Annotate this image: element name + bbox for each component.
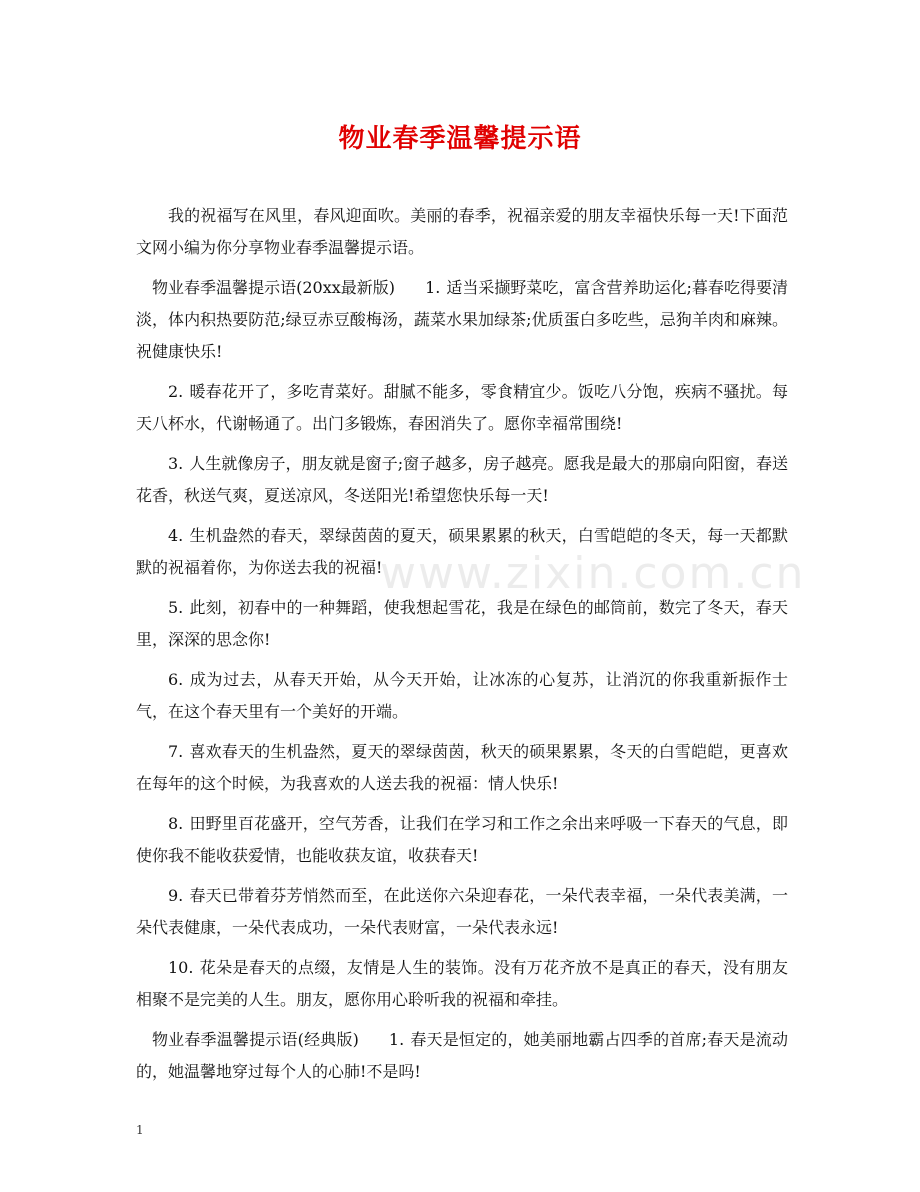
item-text: 适当采撷野菜吃，富含营养助运化;暮春吃得要清淡，体内积热要防范;绿豆赤豆酸梅汤，蔬菜水果加绿茶;优质蛋白多吃些，忌狗羊肉和麻辣。祝健康快乐! [136,278,788,361]
item-number: 4. [168,526,184,545]
item-number: 8. [168,814,184,833]
list-item [136,376,788,440]
item-text: 春天已带着芬芳悄然而至，在此送你六朵迎春花，一朵代表幸福，一朵代表美满，一朵代表健康，一朵代表成功，一朵代表财富，一朵代表永远! [136,886,788,937]
list-item [136,736,788,800]
item-text: 春天是恒定的，她美丽地霸占四季的首席;春天是流动的，她温馨地穿过每个人的心肺!不是吗! [136,1030,788,1081]
item-number: 5. [168,598,184,617]
document-title: 物业春季温馨提示语 [338,124,582,154]
list-item [136,664,788,728]
item-text: 成为过去，从春天开始，从今天开始，让冰冻的心复苏，让消沉的你我重新振作士气，在这个春天里有一个美好的开端。 [136,670,788,721]
item-number: 1. [388,1030,405,1049]
list-item [136,880,788,944]
list-item [136,448,788,512]
document-body [136,200,788,1096]
list-item [136,592,788,656]
list-item [136,520,788,584]
item-text: 此刻，初春中的一种舞蹈，使我想起雪花，我是在绿色的邮筒前，数完了冬天，春天里，深深的思念你! [136,598,788,649]
item-number: 1. [425,278,441,297]
item-number: 6. [168,670,184,689]
section-2-paragraph [136,1024,788,1088]
section-1-paragraph [136,272,788,368]
item-number: 9. [168,886,184,905]
item-number: 3. [168,454,184,473]
item-text: 人生就像房子，朋友就是窗子;窗子越多，房子越亮。愿我是最大的那扇向阳窗，春送花香，秋送气爽，夏送凉风，冬送阳光!希望您快乐每一天! [136,454,788,505]
list-item [136,952,788,1016]
page-number: 1 [136,1123,144,1137]
section-1-heading: 物业春季温馨提示语(20xx最新版) [152,278,396,297]
list-item [136,808,788,872]
item-number: 2. [168,382,184,401]
intro-paragraph: 我的祝福写在风里，春风迎面吹。美丽的春季，祝福亲爱的朋友幸福快乐每一天!下面范文网小编为你分享物业春季温馨提示语。 [136,206,788,257]
item-text: 生机盎然的春天，翠绿茵茵的夏天，硕果累累的秋天，白雪皑皑的冬天，每一天都默默的祝福着你，为你送去我的祝福! [136,526,788,577]
item-text: 暖春花开了，多吃青菜好。甜腻不能多，零食精宜少。饭吃八分饱，疾病不骚扰。每天八杯水，代谢畅通了。出门多锻炼，春困消失了。愿你幸福常围绕! [136,382,788,433]
item-number: 10. [168,958,194,977]
section-2-heading: 物业春季温馨提示语(经典版) [152,1030,359,1049]
watermark-text: www.zixin.com.cn [380,548,806,599]
item-number: 7. [168,742,184,761]
item-text: 喜欢春天的生机盎然，夏天的翠绿茵茵，秋天的硕果累累，冬天的白雪皑皑，更喜欢在每年的这个时候，为我喜欢的人送去我的祝福：情人快乐! [136,742,788,793]
item-text: 花朵是春天的点缀，友情是人生的装饰。没有万花齐放不是真正的春天，没有朋友相聚不是完美的人生。朋友，愿你用心聆听我的祝福和牵挂。 [136,958,788,1009]
item-text: 田野里百花盛开，空气芳香，让我们在学习和工作之余出来呼吸一下春天的气息，即使你我不能收获爱情，也能收获友谊，收获春天! [136,814,788,865]
